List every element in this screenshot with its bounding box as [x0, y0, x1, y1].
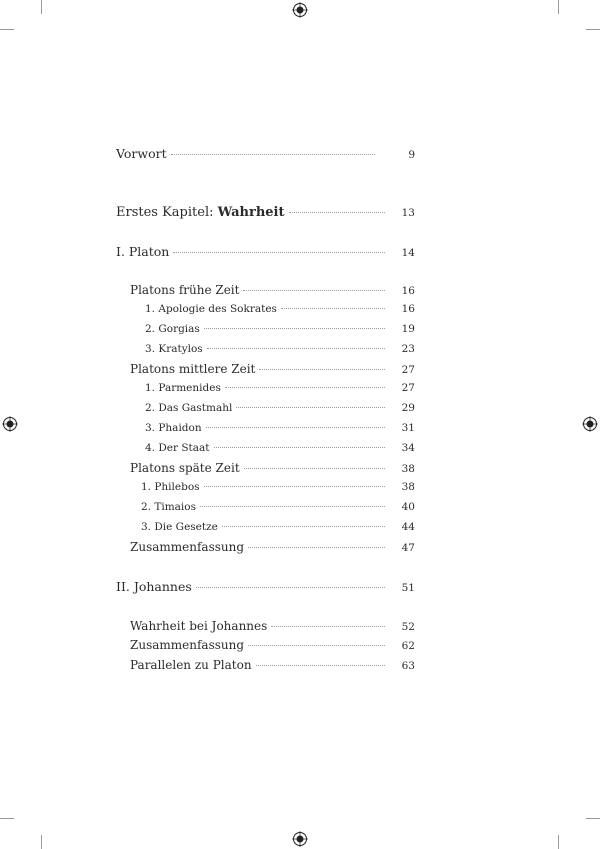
toc-entry-platons-spaete-zeit[interactable]: [0, 461, 600, 481]
toc-leader-dots: [200, 506, 385, 507]
toc-entry-label: Platons späte Zeit: [130, 461, 240, 475]
toc-leader-dots: [222, 526, 385, 527]
toc-page-number: 27: [401, 364, 415, 376]
toc-page-number: 16: [401, 303, 415, 315]
toc-leader-dots: [236, 407, 385, 408]
toc-entry-label: 1. Apologie des Sokrates: [145, 303, 277, 315]
toc-entry-label: 3. Die Gesetze: [141, 521, 218, 533]
toc-page-number: 14: [401, 247, 415, 259]
toc-entry-parmenides[interactable]: [0, 382, 600, 402]
toc-entry-label: 2. Timaios: [141, 501, 197, 513]
toc-page-number: 51: [401, 582, 415, 594]
toc-leader-dots: [206, 427, 385, 428]
toc-entry-der-staat[interactable]: [0, 442, 600, 462]
toc-page-number: 16: [401, 285, 415, 297]
toc-page-number: 23: [401, 343, 415, 355]
toc-entry-label: 1. Parmenides: [145, 382, 221, 394]
toc-entry-platons-fruehe-zeit[interactable]: [0, 283, 600, 303]
toc-entry-label: 3. Kratylos: [145, 343, 203, 355]
toc-entry-chapter-wahrheit[interactable]: [0, 205, 600, 225]
toc-leader-dots: [289, 212, 385, 213]
toc-page-number: 29: [401, 402, 415, 414]
toc-entry-label: Parallelen zu Platon: [130, 658, 252, 672]
toc-entry-label: Wahrheit bei Johannes: [130, 619, 268, 633]
toc-entry-gorgias[interactable]: [0, 323, 600, 343]
toc-entry-gastmahl[interactable]: [0, 402, 600, 422]
toc-entry-label: I. Platon: [116, 244, 170, 259]
toc-entry-zusammenfassung-platon[interactable]: [0, 540, 600, 560]
toc-leader-dots: [173, 252, 385, 253]
toc-page-number: 19: [401, 323, 415, 335]
toc-page-number: 38: [401, 463, 415, 475]
toc-entry-label: Platons frühe Zeit: [130, 283, 240, 297]
toc-entry-label: Vorwort: [116, 146, 167, 161]
toc-leader-dots: [248, 645, 385, 646]
toc-page-number: 44: [401, 521, 415, 533]
toc-leader-dots: [248, 547, 385, 548]
toc-page-number: 27: [401, 382, 415, 394]
toc-entry-johannes[interactable]: [0, 579, 600, 599]
toc-leader-dots: [259, 369, 385, 370]
toc-entry-die-gesetze[interactable]: [0, 521, 600, 541]
toc-entry-label: 3. Phaidon: [145, 422, 202, 434]
chapter-title: Wahrheit: [217, 205, 285, 220]
toc-entry-label: 1. Philebos: [141, 481, 200, 493]
toc-entry-philebos[interactable]: [0, 481, 600, 501]
toc-page-number: 47: [401, 542, 415, 554]
toc-leader-dots: [204, 486, 385, 487]
toc-page-number: 63: [401, 660, 415, 672]
chapter-prefix: Erstes Kapitel:: [116, 205, 218, 220]
toc-entry-label: Zusammenfassung: [130, 540, 245, 554]
toc-leader-dots: [214, 447, 386, 448]
toc-entry-timaios[interactable]: [0, 501, 600, 521]
toc-entry-platons-mittlere-zeit[interactable]: [0, 362, 600, 382]
toc-page-number: 40: [401, 501, 415, 513]
toc-entry-wahrheit-bei-johannes[interactable]: [0, 619, 600, 639]
toc-page-number: 62: [401, 640, 415, 652]
toc-entry-label: Platons mittlere Zeit: [130, 362, 256, 376]
toc-entry-label: 2. Das Gastmahl: [145, 402, 233, 414]
toc-entry-phaidon[interactable]: [0, 422, 600, 442]
toc-entry-apologie[interactable]: [0, 303, 600, 323]
toc-entry-zusammenfassung-johannes[interactable]: [0, 638, 600, 658]
toc-leader-dots: [271, 626, 385, 627]
toc-entry-kratylos[interactable]: [0, 343, 600, 363]
toc-page-number: 34: [401, 442, 415, 454]
toc-entry-parallelen-zu-platon[interactable]: [0, 658, 600, 678]
toc-leader-dots: [171, 154, 375, 155]
toc-page-number: 9: [408, 149, 415, 161]
toc-leader-dots: [225, 387, 385, 388]
toc-entry-label: 2. Gorgias: [145, 323, 200, 335]
toc-page-number: 52: [401, 621, 415, 633]
toc-leader-dots: [204, 328, 385, 329]
toc-leader-dots: [281, 308, 385, 309]
toc-leader-dots: [243, 290, 385, 291]
toc-entry-label: [116, 205, 285, 220]
toc-leader-dots: [256, 665, 385, 666]
toc-entry-label: Zusammenfassung: [130, 638, 245, 652]
toc-page-number: 38: [401, 481, 415, 493]
toc-entry-vorwort[interactable]: [0, 146, 600, 166]
toc-leader-dots: [244, 468, 385, 469]
toc-entry-platon[interactable]: [0, 244, 600, 264]
toc-leader-dots: [196, 587, 385, 588]
toc-page-number: 31: [401, 422, 415, 434]
toc-page-number: 13: [401, 207, 415, 219]
toc-leader-dots: [207, 348, 385, 349]
toc-entry-label: II. Johannes: [116, 579, 192, 594]
toc-entry-label: 4. Der Staat: [145, 442, 210, 454]
